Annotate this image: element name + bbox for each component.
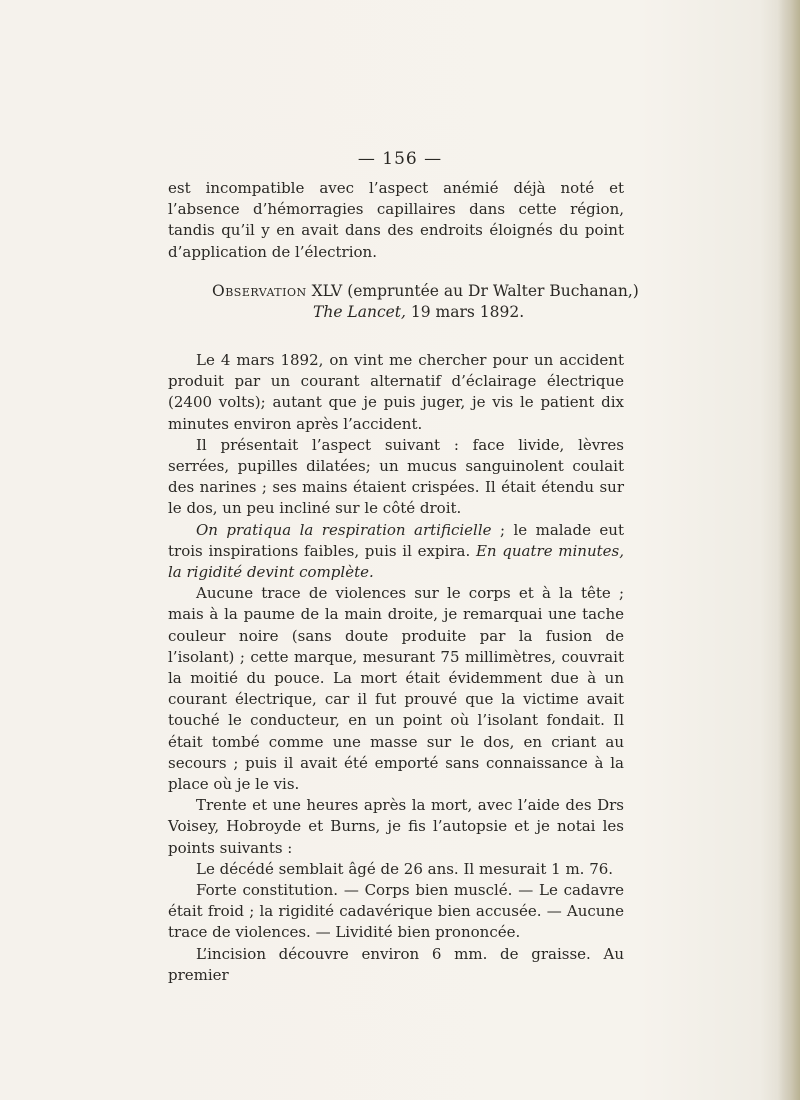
italic-respiration: On pratiqua la respiration artificielle (196, 520, 492, 539)
page-number: — 156 — (357, 149, 443, 169)
journal-title: The Lancet, (313, 303, 406, 321)
observation-body (168, 350, 624, 986)
paragraph-respiration (168, 520, 624, 584)
citation-date: 19 mars 1892. (410, 303, 525, 321)
observation-number: XLV (311, 282, 343, 300)
paragraph-accident: Le 4 mars 1892, on vint me chercher pour un accident produit par un courant alternatif d’éclairage électrique (2400 volts); autant que je puis juger, je vis le patient dix minutes environ après l’accident. (168, 351, 624, 433)
observation-citation-line (168, 302, 638, 323)
observation-heading (168, 281, 638, 323)
observation-title-line (168, 281, 638, 302)
paragraph-incision: L’incision découvre environ 6 mm. de graisse. Au premier (168, 944, 624, 984)
observation-label: Observation (212, 282, 307, 300)
paragraph-autopsy: Trente et une heures après la mort, avec l’aide des Drs Voisey, Hobroyde et Burns, je fis l’autopsie et je notai les points suivants : (168, 796, 624, 857)
paragraph-age: Le décédé semblait âgé de 26 ans. Il mesurait 1 m. 76. (196, 859, 614, 878)
paragraph-violences: Aucune trace de violences sur le corps et à la tête ; mais à la paume de la main droite, je remarquai une tache couleur noire (sans doute produite par la fusion de l’isolant) ; cette marque, mesurant 75 millimètres, couvrait la moitié du pouce. La mort était évidemment due à un courant électrique, car il fut prouvé que la victime avait touché le conducteur, en un point où l’isolant fondait. Il était tombé comme une masse sur le dos, en criant au secours ; puis il avait été emporté sans connaissance à la place où je le vis. (168, 584, 624, 794)
italic-rigidity: En quatre minutes, la rigidité devint complète. (168, 541, 624, 582)
intro-paragraph: est incompatible avec l’aspect anémié déjà noté et l’absence d’hémorragies capillaires dans cette région, tandis qu’il y en avait dans des endroits éloignés du point d’application de l’électrion. (168, 179, 624, 261)
respiration-text: ; le malade eut trois inspirations faibles, puis il expira. (168, 520, 624, 560)
paragraph-constitution: Forte constitution. — Corps bien musclé. — Le cadavre était froid ; la rigidité cadavérique bien accusée. — Aucune trace de violences. — Lividité bien prononcée. (168, 881, 624, 942)
paragraph-aspect: Il présentait l’aspect suivant : face livide, lèvres serrées, pupilles dilatées; un mucus sanguinolent coulait des narines ; ses mains étaient crispées. Il était étendu sur le dos, un peu incliné sur le côté droit. (168, 435, 624, 518)
observation-source: (empruntée au Dr Walter Buchanan,) (347, 282, 639, 300)
